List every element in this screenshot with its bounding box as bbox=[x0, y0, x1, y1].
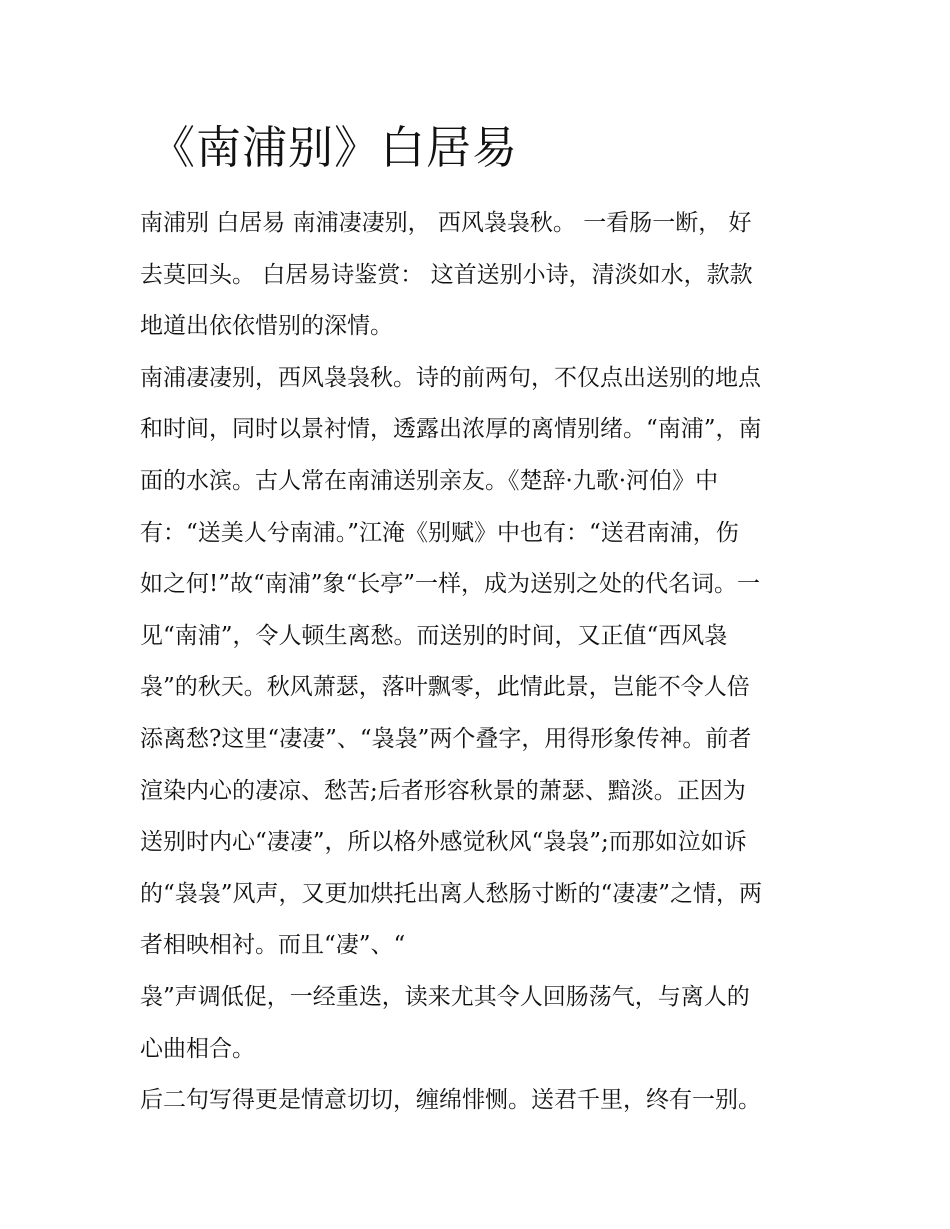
text-line: 见“南浦”，令人顿生离愁。而送别的时间，又正值“西风袅 bbox=[140, 622, 728, 649]
text-line: 送别时内心“凄凄”，所以格外感觉秋风“袅袅”;而那如泣如诉 bbox=[140, 829, 747, 856]
text-line: 袅”声调低促，一经重迭，读来尤其令人回肠荡气，与离人的 bbox=[140, 983, 750, 1010]
text-line: 有：“送美人兮南浦。”江淹《别赋》中也有：“送君南浦，伤 bbox=[140, 519, 739, 546]
text-line: 和时间，同时以景衬情，透露出浓厚的离情别绪。“南浦”，南 bbox=[140, 416, 762, 443]
text-line: 如之何!”故“南浦”象“长亭”一样，成为送别之处的代名词。一 bbox=[140, 571, 761, 598]
page-title: 《南浦别》白居易 bbox=[150, 121, 519, 174]
body-text bbox=[140, 198, 820, 1127]
text-line: 添离愁?这里“凄凄”、“袅袅”两个叠字，用得形象传神。前者 bbox=[140, 725, 752, 752]
text-line: 袅”的秋天。秋风萧瑟，落叶飘零，此情此景，岂能不令人倍 bbox=[140, 674, 750, 701]
text-line: 的“袅袅”风声，又更加烘托出离人愁肠寸断的“凄凄”之情，两 bbox=[140, 880, 763, 907]
text-line: 心曲相合。 bbox=[140, 1035, 255, 1062]
text-line: 去莫回头。 白居易诗鉴赏： 这首送别小诗，清淡如水，款款 bbox=[140, 261, 753, 288]
text-line: 面的水滨。古人常在南浦送别亲友。《楚辞·九歌·河伯》中 bbox=[140, 467, 719, 494]
text-line: 南浦凄凄别，西风袅袅秋。诗的前两句，不仅点出送别的地点 bbox=[140, 364, 761, 391]
text-line: 者相映相衬。而且“凄”、“ bbox=[140, 932, 406, 959]
text-line: 地道出依依惜别的深情。 bbox=[140, 313, 393, 340]
text-line: 后二句写得更是情意切切，缠绵悱恻。送君千里，终有一别。 bbox=[140, 1087, 761, 1114]
text-line: 南浦别 白居易 南浦凄凄别， 西风袅袅秋。 一看肠一断， 好 bbox=[140, 210, 752, 236]
text-line: 渲染内心的凄凉、愁苦;后者形容秋景的萧瑟、黯淡。正因为 bbox=[140, 777, 746, 804]
